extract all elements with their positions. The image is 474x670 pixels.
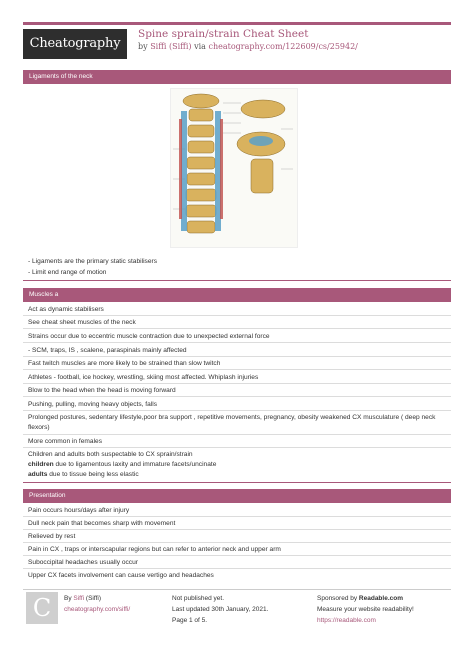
header-accent-bar: [23, 22, 451, 25]
footer-sponsor-text: Measure your website readability!: [317, 606, 414, 613]
list-item-children: [23, 460, 451, 469]
sheet-url-link[interactable]: cheatography.com/122609/cs/25942/: [208, 42, 358, 51]
cheatography-logo[interactable]: Cheatography: [23, 29, 127, 59]
list-item: More common in females: [28, 438, 103, 445]
row-divider: [23, 568, 451, 569]
list-item: - SCM, traps, IS , scalene, paraspinals mainly affected: [28, 347, 187, 354]
list-item: Dull neck pain that becomes sharp with movement: [28, 520, 176, 527]
row-divider: [23, 315, 451, 316]
list-item: Strains occur due to eccentric muscle contraction due to unexpected external force: [28, 333, 270, 340]
row-divider: [23, 434, 451, 435]
footer-author-url-link[interactable]: cheatography.com/siffi/: [64, 606, 131, 613]
list-item: Blow to the head when the head is moving forward: [28, 387, 176, 394]
section-header-ligaments: Ligaments of the neck: [23, 70, 451, 84]
list-item: Pain in CX , traps or interscapular regions but can refer to anterior neck and upper arm: [28, 546, 281, 553]
footer-by: By: [64, 595, 74, 602]
footer-sponsor-prefix: Sponsored by: [317, 595, 359, 602]
footer-divider: [23, 589, 451, 590]
footer-author-line: [64, 594, 101, 604]
section-divider: [23, 482, 451, 483]
footer-page-number: Page 1 of 5.: [172, 617, 208, 624]
adults-label: adults: [28, 471, 48, 478]
list-item: Suboccipital headaches usually occur: [28, 559, 138, 566]
footer-sponsor-line: [317, 594, 403, 604]
row-divider: [23, 447, 451, 448]
section-header-presentation: Presentation: [23, 489, 451, 503]
list-item: Fast twitch muscles are more likely to be strained than slow twitch: [28, 360, 221, 367]
list-item: Children and adults both suspectable to CX sprain/strain: [28, 451, 193, 458]
footer-updated: Last updated 30th January, 2021.: [172, 606, 269, 613]
children-label: children: [28, 461, 54, 468]
list-item: Pushing, pulling, moving heavy objects, falls: [28, 401, 158, 408]
row-divider: [23, 369, 451, 370]
list-item: Act as dynamic stabilisers: [28, 306, 104, 313]
list-item: Upper CX facets involvement can cause vertigo and headaches: [28, 572, 214, 579]
footer-author-handle: (Siffi): [84, 595, 101, 602]
list-item: Athletes - football, ice hockey, wrestling, skiing most affected. Whiplash injuries: [28, 374, 259, 381]
cheatography-c-icon: C: [26, 592, 58, 624]
list-item: Prolonged postures, sedentary lifestyle,poor bra support , repetitive movements, pregnancy, obesity weakened CX musculature ( deep neck flexors): [28, 414, 436, 431]
list-item: See cheat sheet muscles of the neck: [28, 319, 136, 326]
list-item: Pain occurs hours/days after injury: [28, 507, 130, 514]
adults-text: due to tissue being less elastic: [47, 471, 139, 478]
list-item: - Limit end range of motion: [28, 269, 107, 276]
byline-prefix: by: [138, 42, 151, 51]
row-divider: [23, 383, 451, 384]
byline-via: via: [191, 42, 209, 51]
row-divider: [23, 328, 451, 329]
author-link[interactable]: Siffi (Siffi): [150, 42, 192, 51]
footer-sponsor-url: [317, 616, 376, 626]
section-header-muscles: Muscles a: [23, 288, 451, 302]
page-title: Spine sprain/strain Cheat Sheet: [138, 28, 309, 40]
list-item-adults: [23, 470, 451, 479]
footer-author-link[interactable]: Siffi: [73, 595, 85, 602]
row-divider: [23, 356, 451, 357]
footer-sponsor-name[interactable]: Readable.com: [358, 595, 403, 602]
list-item: Relieved by rest: [28, 533, 76, 540]
children-text: due to ligamentous laxity and immature facets/uncinate: [53, 461, 217, 468]
footer-sponsor-url-link[interactable]: https://readable.com: [317, 617, 376, 624]
row-divider: [23, 410, 451, 411]
list-item: - Ligaments are the primary static stabilisers: [28, 258, 157, 265]
section-divider: [23, 280, 451, 281]
row-divider: [23, 555, 451, 556]
footer-author-url: [64, 605, 130, 615]
row-divider: [23, 516, 451, 517]
cervical-spine-anatomy-image: [170, 88, 298, 248]
row-divider: [23, 542, 451, 543]
row-divider: [23, 342, 451, 343]
row-divider: [23, 396, 451, 397]
ligaments-figure-area: [23, 86, 451, 256]
row-divider: [23, 529, 451, 530]
byline: [138, 42, 358, 51]
footer-published: Not published yet.: [172, 595, 225, 602]
